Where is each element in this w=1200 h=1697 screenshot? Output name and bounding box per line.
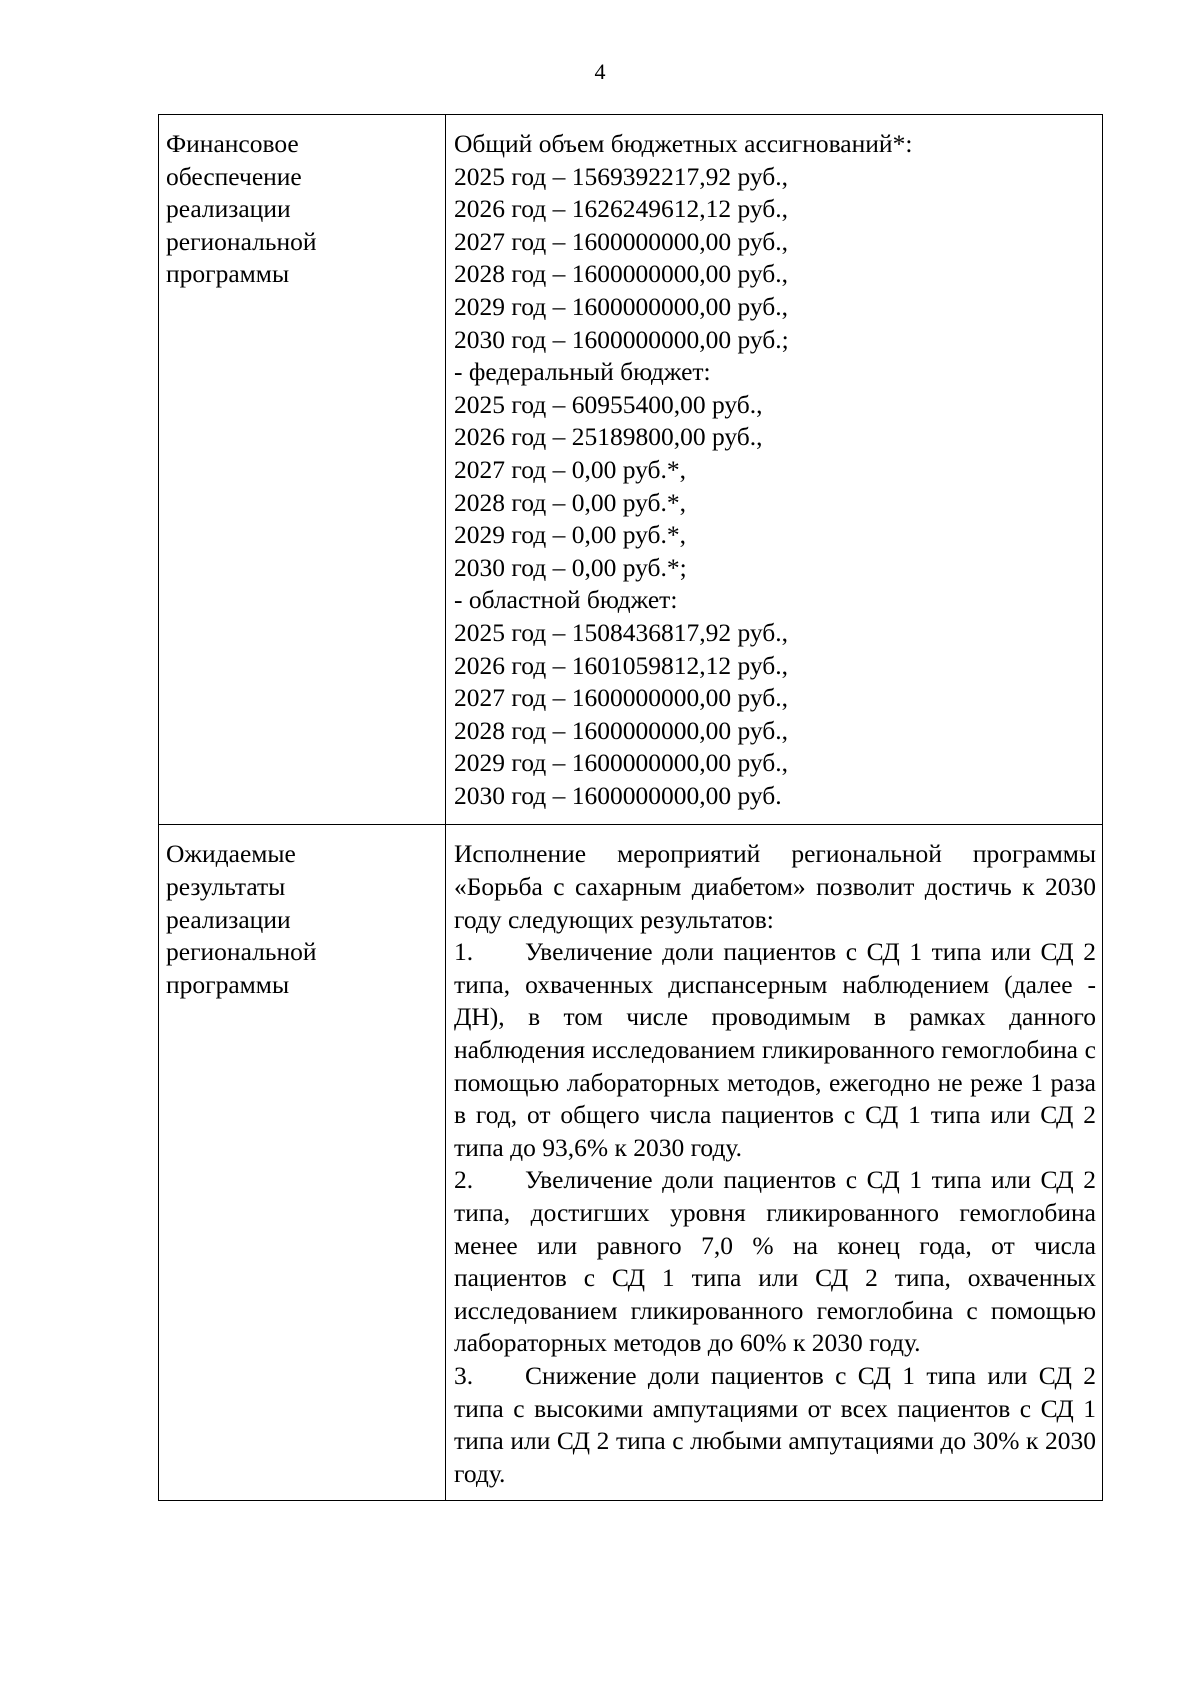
- row-label-expected-results: [159, 825, 446, 1501]
- budget-line: 2028 год – 1600000000,00 руб.,: [454, 715, 788, 745]
- budget-line: 2029 год – 1600000000,00 руб.,: [454, 291, 788, 321]
- page-number: 4: [594, 59, 606, 84]
- program-passport-table: [158, 114, 1103, 1501]
- label-line: региональной: [166, 226, 317, 256]
- result-item-number: 1.: [454, 937, 474, 967]
- label-line: региональной: [166, 937, 317, 967]
- budget-line: 2027 год – 1600000000,00 руб.,: [454, 226, 788, 256]
- result-item: [454, 1360, 1096, 1490]
- label-line: Финансовое: [166, 129, 299, 158]
- result-item-number: 3.: [454, 1360, 474, 1390]
- row-value-expected-results: [446, 825, 1103, 1501]
- budget-line: 2027 год – 1600000000,00 руб.,: [454, 683, 788, 713]
- result-item-text: Снижение доли пациентов с СД 1 типа или СД 2 типа с высокими ампутациями от всех пациентов с СД 1 типа или СД 2 типа с любыми ампутациями до 30% к 2030 году.: [454, 1360, 1096, 1488]
- results-intro: Исполнение мероприятий региональной программы «Борьба с сахарным диабетом» позволит достичь к 2030 году следующих результатов:: [454, 839, 1096, 934]
- result-item: [454, 1164, 1096, 1360]
- budget-line: 2026 год – 1626249612,12 руб.,: [454, 194, 788, 224]
- label-line: обеспечение: [166, 161, 302, 191]
- budget-line: 2030 год – 0,00 руб.*;: [454, 552, 687, 582]
- table-row-financing: [159, 115, 1103, 825]
- budget-line: 2030 год – 1600000000,00 руб.;: [454, 324, 789, 354]
- budget-line: 2025 год – 60955400,00 руб.,: [454, 389, 763, 419]
- label-line: реализации: [166, 904, 291, 934]
- table-row-expected-results: [159, 825, 1103, 1501]
- budget-line: 2030 год – 1600000000,00 руб.: [454, 780, 782, 810]
- budget-line: 2027 год – 0,00 руб.*,: [454, 454, 686, 484]
- label-line: результаты: [166, 872, 286, 902]
- budget-line: 2028 год – 0,00 руб.*,: [454, 487, 686, 517]
- result-item-text: Увеличение доли пациентов с СД 1 типа или СД 2 типа, достигших уровня гликированного гемоглобина менее или равного 7,0 % на конец года, от числа пациентов с СД 1 типа или СД 2 типа, охваченных исследованием гликированного гемоглобина с помощью лабораторных методов до 60% к 2030 году.: [454, 1165, 1096, 1358]
- result-item-number: 2.: [454, 1165, 474, 1195]
- budget-total-heading: Общий объем бюджетных ассигнований*:: [454, 129, 913, 158]
- budget-line: 2025 год – 1508436817,92 руб.,: [454, 617, 788, 647]
- budget-line: 2029 год – 1600000000,00 руб.,: [454, 748, 788, 778]
- label-line: программы: [166, 259, 290, 289]
- budget-line: 2029 год – 0,00 руб.*,: [454, 520, 686, 550]
- result-item-text: Увеличение доли пациентов с СД 1 типа или СД 2 типа, охваченных диспансерным наблюдением (далее - ДН), в том числе проводимым в рамках данного наблюдения исследованием гликированного гемоглобина с помощью лабораторных методов, ежегодно не реже 1 раза в год, от общего числа пациентов с СД 1 типа или СД 2 типа до 93,6% к 2030 году.: [454, 937, 1096, 1162]
- budget-line: 2025 год – 1569392217,92 руб.,: [454, 161, 788, 191]
- label-line: программы: [166, 969, 290, 999]
- label-line: Ожидаемые: [166, 839, 296, 869]
- federal-budget-heading: - федеральный бюджет:: [454, 357, 711, 387]
- row-value-financing: [446, 115, 1103, 825]
- label-line: реализации: [166, 194, 291, 224]
- budget-line: 2026 год – 25189800,00 руб.,: [454, 422, 763, 452]
- budget-line: 2028 год – 1600000000,00 руб.,: [454, 259, 788, 289]
- budget-line: 2026 год – 1601059812,12 руб.,: [454, 650, 788, 680]
- regional-budget-heading: - областной бюджет:: [454, 585, 678, 615]
- row-label-financing: [159, 115, 446, 825]
- result-item: [454, 936, 1096, 1164]
